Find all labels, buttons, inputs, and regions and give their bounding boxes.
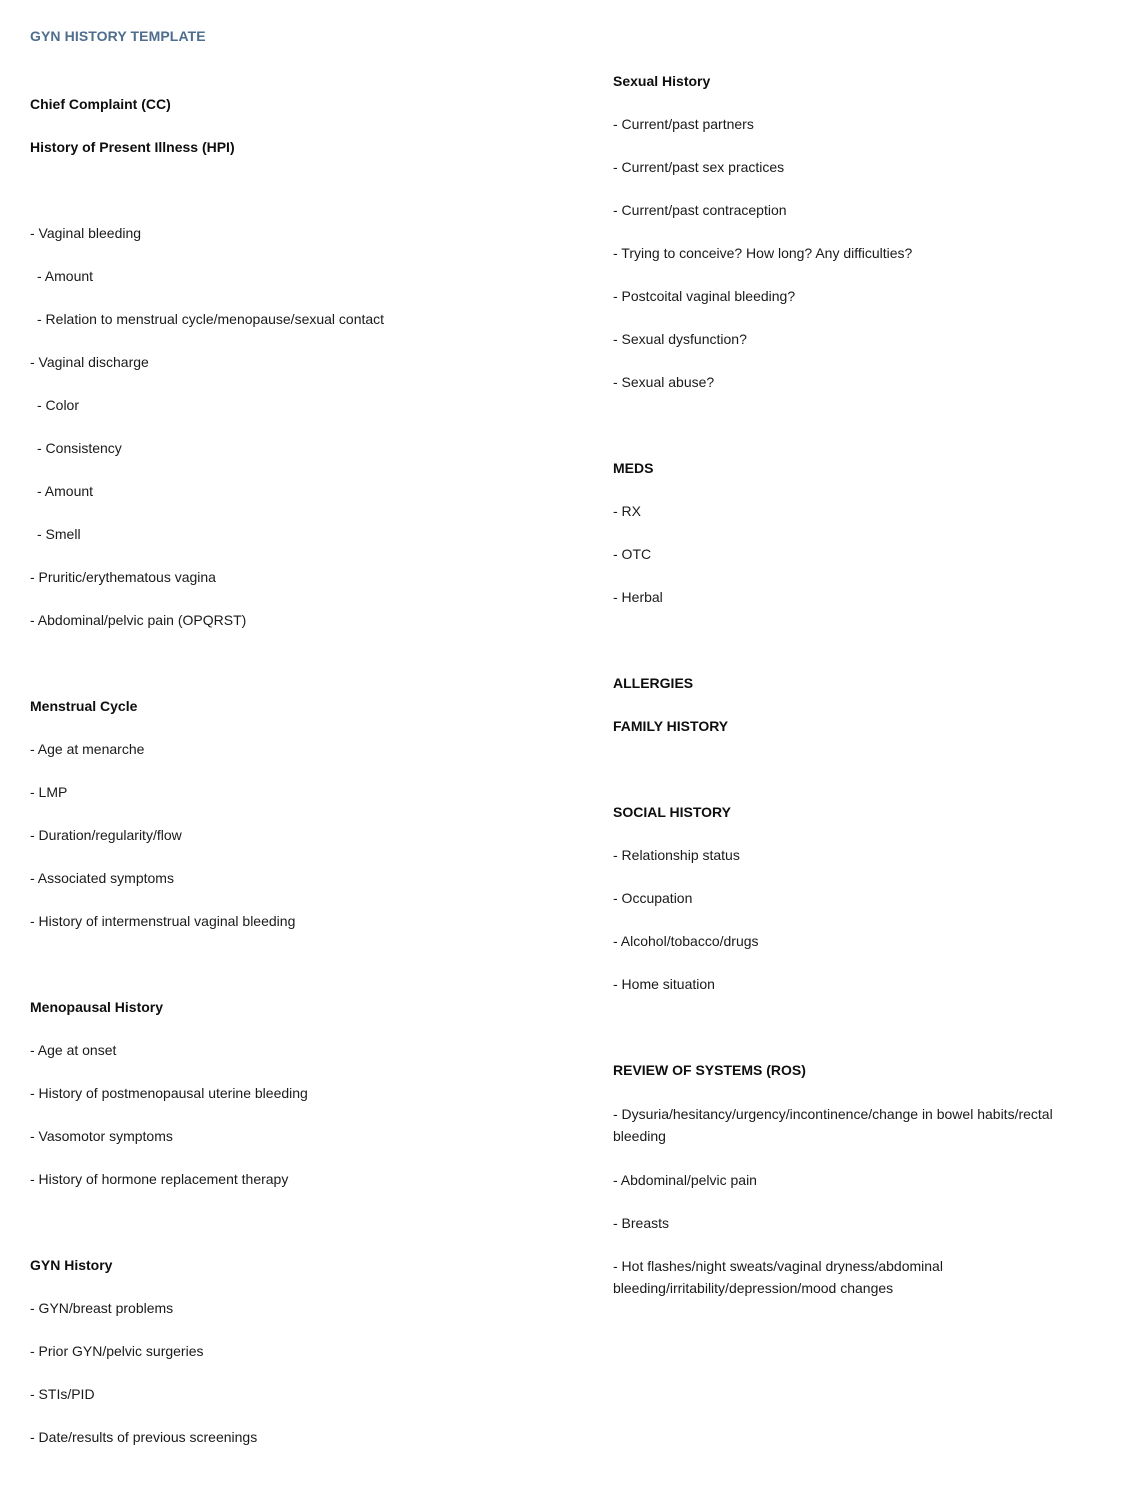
hpi-item: - Vaginal discharge [30,354,149,370]
social-item: - Alcohol/tobacco/drugs [613,933,759,949]
allergies-heading: ALLERGIES [613,675,694,691]
meds-heading: MEDS [613,460,654,476]
sexual-item: - Sexual dysfunction? [613,331,747,347]
menopausal-history-heading: Menopausal History [30,999,164,1015]
hpi-item: - Pruritic/erythematous vagina [30,569,216,585]
menopausal-item: - History of hormone replacement therapy [30,1171,289,1187]
menstrual-item: - Age at menarche [30,741,145,757]
hpi-item: - Consistency [37,440,122,456]
ros-heading: REVIEW OF SYSTEMS (ROS) [613,1062,806,1078]
meds-item: - OTC [613,546,652,562]
menopausal-item: - History of postmenopausal uterine bleeding [30,1085,308,1101]
chief-complaint-heading: Chief Complaint (CC) [30,96,171,112]
hpi-item: - Vaginal bleeding [30,225,142,241]
menopausal-item: - Age at onset [30,1042,117,1058]
ros-item: - Hot flashes/night sweats/vaginal dryness/abdominal bleeding/irritability/depression/mood changes [613,1258,943,1296]
sexual-item: - Current/past partners [613,116,754,132]
menopausal-item: - Vasomotor symptoms [30,1128,173,1144]
family-history-heading: FAMILY HISTORY [613,718,729,734]
sexual-item: - Sexual abuse? [613,374,715,390]
meds-item: - Herbal [613,589,663,605]
document-title: GYN HISTORY TEMPLATE [30,28,206,44]
menstrual-item: - Duration/regularity/flow [30,827,182,843]
social-item: - Home situation [613,976,715,992]
gyn-item: - GYN/breast problems [30,1300,174,1316]
hpi-item: - Amount [37,483,94,499]
ros-item: - Dysuria/hesitancy/urgency/incontinence/change in bowel habits/rectal bleeding [613,1106,1053,1144]
menstrual-item: - History of intermenstrual vaginal bleeding [30,913,296,929]
meds-item: - RX [613,503,641,519]
menstrual-item: - LMP [30,784,68,800]
hpi-item: - Smell [37,526,81,542]
gyn-history-heading: GYN History [30,1257,113,1273]
hpi-item: - Abdominal/pelvic pain (OPQRST) [30,612,247,628]
social-item: - Relationship status [613,847,740,863]
hpi-item: - Amount [37,268,94,284]
menstrual-item: - Associated symptoms [30,870,174,886]
sexual-history-heading: Sexual History [613,73,711,89]
hpi-item: - Color [37,397,80,413]
gyn-item: - Prior GYN/pelvic surgeries [30,1343,204,1359]
ros-item: - Breasts [613,1215,670,1231]
social-history-heading: SOCIAL HISTORY [613,804,731,820]
ros-item: - Abdominal/pelvic pain [613,1172,757,1188]
gyn-item: - Date/results of previous screenings [30,1429,258,1445]
social-item: - Occupation [613,890,693,906]
sexual-item: - Postcoital vaginal bleeding? [613,288,796,304]
sexual-item: - Current/past sex practices [613,159,785,175]
hpi-item: - Relation to menstrual cycle/menopause/sexual contact [37,311,385,327]
gyn-item: - STIs/PID [30,1386,95,1402]
menstrual-cycle-heading: Menstrual Cycle [30,698,138,714]
sexual-item: - Current/past contraception [613,202,787,218]
sexual-item: - Trying to conceive? How long? Any difficulties? [613,245,913,261]
hpi-heading: History of Present Illness (HPI) [30,139,235,155]
